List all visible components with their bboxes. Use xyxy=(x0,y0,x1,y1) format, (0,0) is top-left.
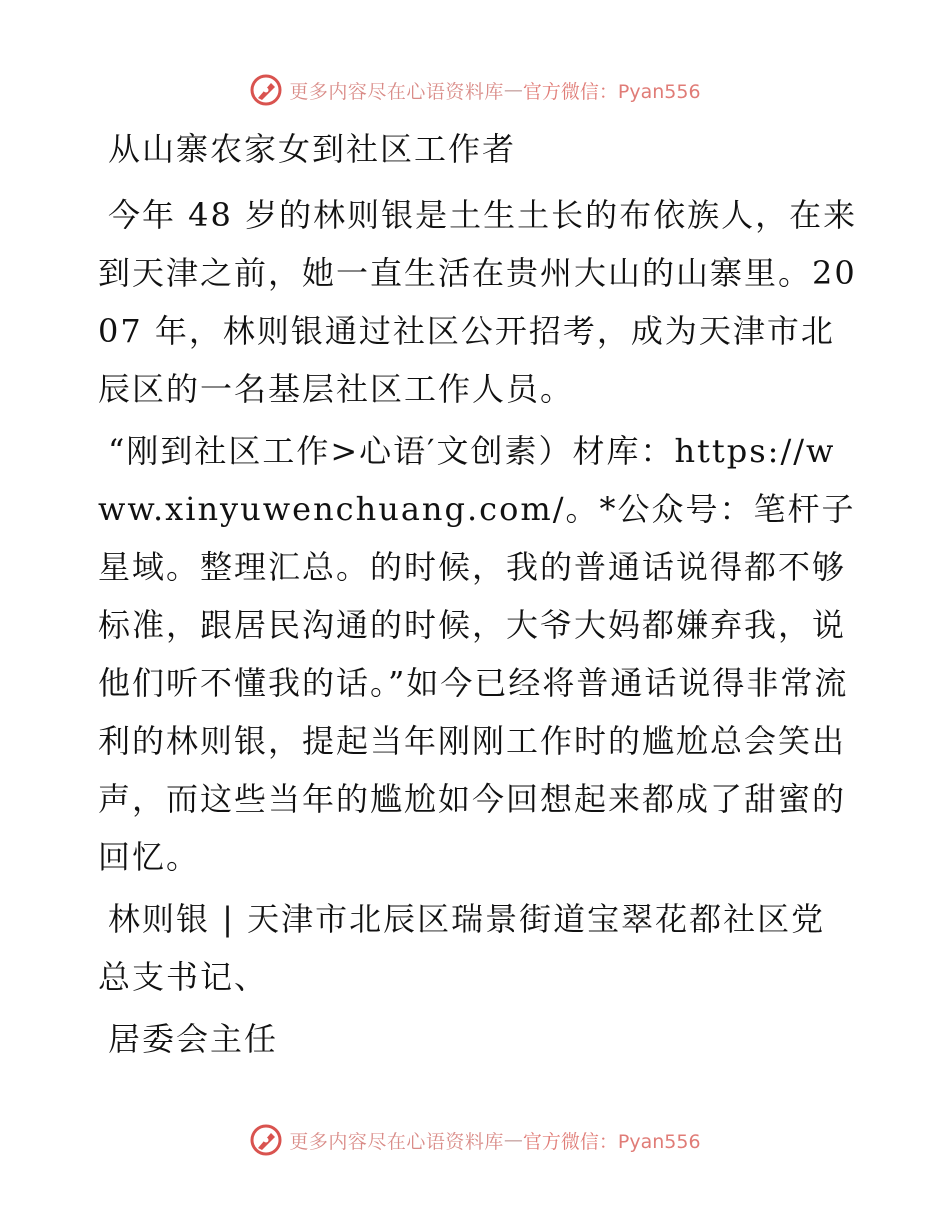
header-watermark xyxy=(0,70,950,110)
watermark-brand: 官方微信：Pyan556 xyxy=(522,1130,701,1153)
paragraph-2: “刚到社区工作>心语′文创素）材库：https://www.xinyuwenchuang.com/。*公众号：笔杆子星域。整理汇总。的时候，我的普通话说得都不够标准，跟居民沟通的时候，大爷大妈都嫌弃我，说他们听不懂我的话。”如今已经将普通话说得非常流利的林则银，提起当年刚刚工作时的尴尬总会笑出声，而这些当年的尴尬如今回想起来都成了甜蜜的回忆。 xyxy=(98,432,856,876)
paragraph-3: 林则银 | 天津市北辰区瑞景街道宝翠花都社区党总支书记、 xyxy=(98,900,826,996)
footer-watermark xyxy=(0,1120,950,1160)
watermark-brand: 官方微信：Pyan556 xyxy=(522,80,701,103)
paragraph-4: 居委会主任 xyxy=(108,1020,279,1058)
watermark-text: 更多内容尽在心语资料库 xyxy=(289,1130,504,1153)
paragraph-1: 今年 48 岁的林则银是土生土长的布依族人，在来到天津之前，她一直生活在贵州大山的山寨里。2007 年，林则银通过社区公开招考，成为天津市北辰区的一名基层社区工作人员。 xyxy=(98,196,858,408)
watermark-text: 更多内容尽在心语资料库 xyxy=(289,80,504,103)
pen-nib-icon xyxy=(249,73,283,107)
article-title: 从山寨农家女到社区工作者 xyxy=(108,130,517,168)
pen-nib-icon xyxy=(249,1123,283,1157)
watermark-dash: — xyxy=(503,79,523,101)
article-body xyxy=(98,120,858,1072)
watermark-dash: — xyxy=(503,1129,523,1151)
